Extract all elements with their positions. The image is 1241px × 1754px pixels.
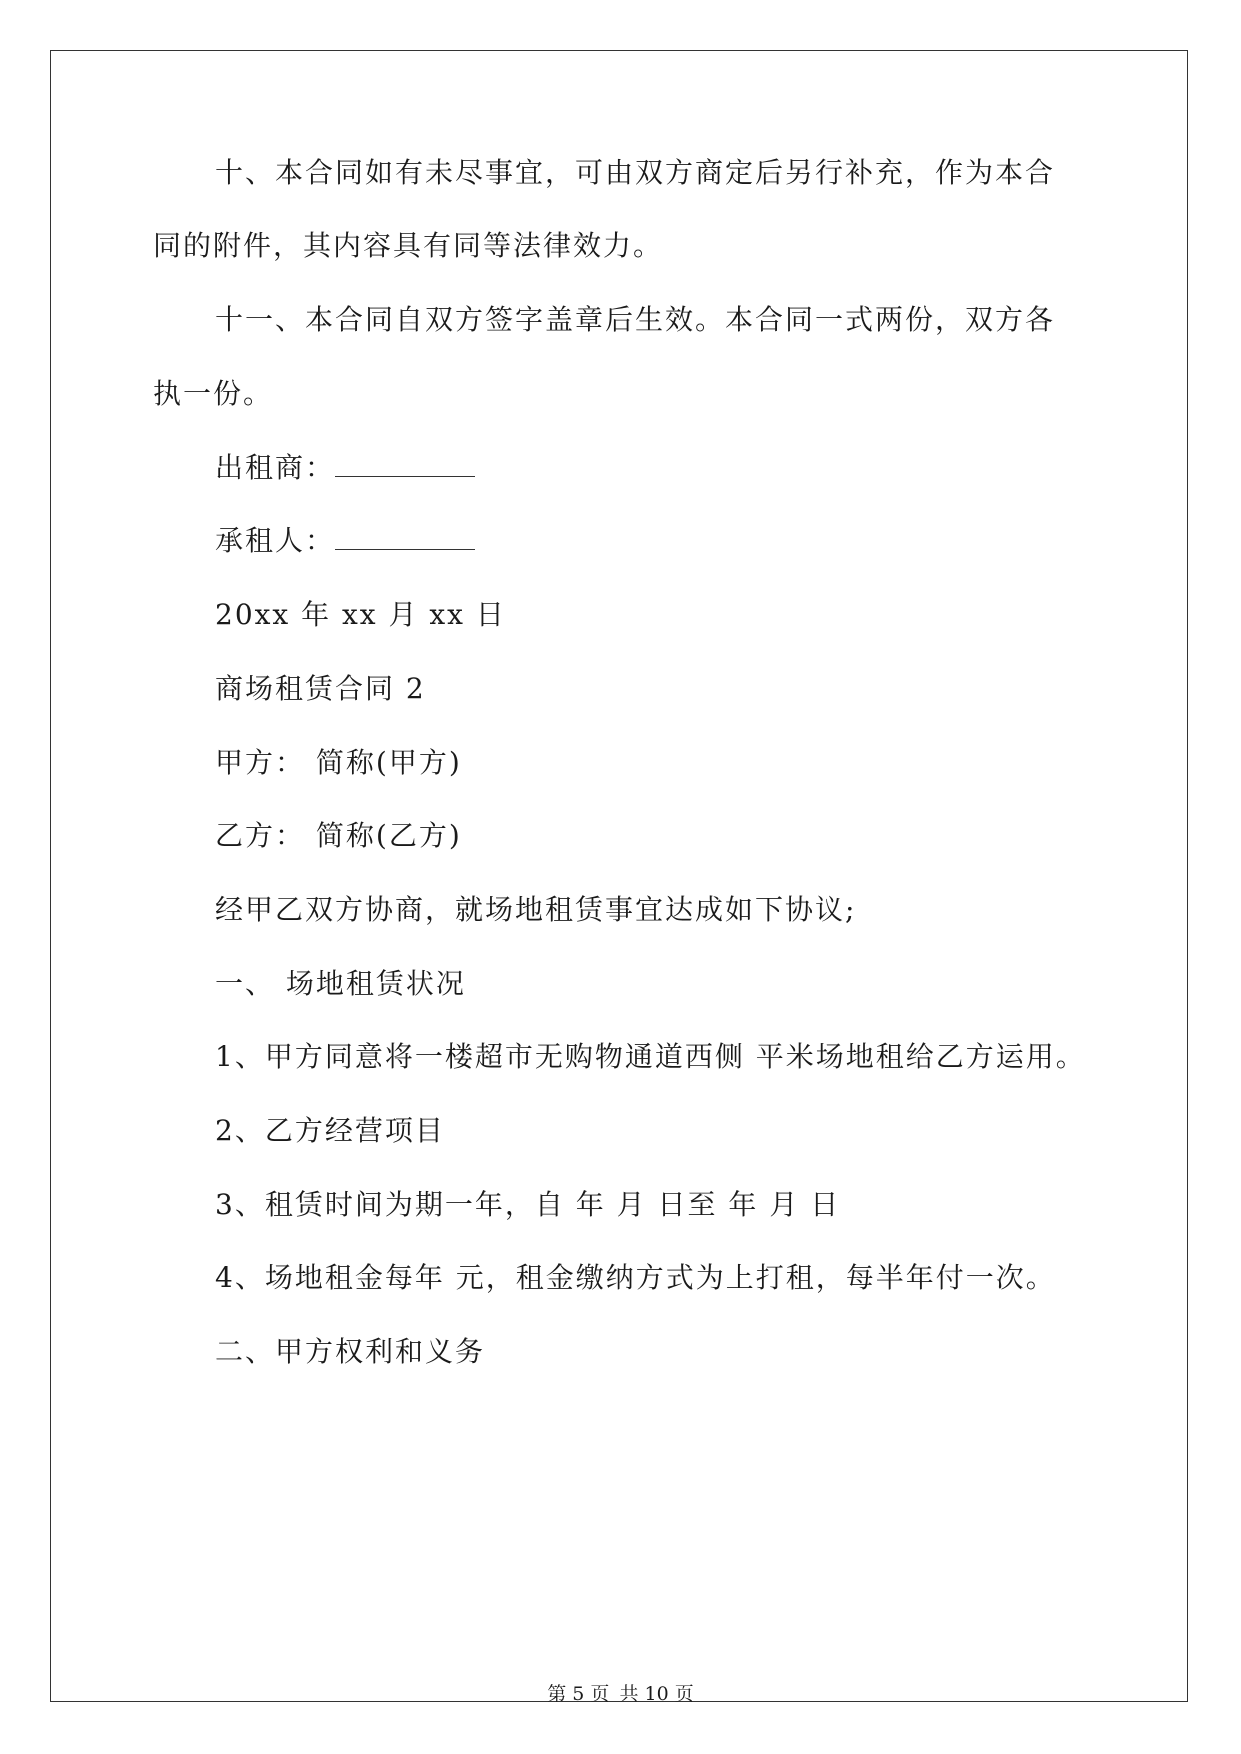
- page-total: 共 10 页: [619, 1683, 694, 1705]
- lessor-label: 出租商：: [215, 451, 336, 484]
- lessee-blank: [335, 525, 475, 550]
- party-b-line: 乙方： 简称(乙方): [215, 819, 462, 852]
- section-2-heading: 二、甲方权利和义务: [215, 1335, 486, 1368]
- paragraph-10-line-1: 十、本合同如有未尽事宜，可由双方商定后另行补充，作为本合: [215, 156, 1056, 189]
- date-line: 20xx 年 xx 月 xx 日: [215, 598, 506, 631]
- lessee-signature-line: [215, 523, 475, 559]
- clause-1-4: 4、场地租金每年 元，租金缴纳方式为上打租，每半年付一次。: [215, 1261, 1056, 1294]
- agreement-intro: 经甲乙双方协商，就场地租赁事宜达成如下协议;: [215, 893, 857, 926]
- paragraph-11-line-1: 十一、本合同自双方签字盖章后生效。本合同一式两份，双方各: [215, 303, 1056, 336]
- party-a-line: 甲方： 简称(甲方): [215, 746, 462, 779]
- clause-1-1: 1、甲方同意将一楼超市无购物通道西侧 平米场地租给乙方运用。: [215, 1040, 1086, 1073]
- clause-1-2: 2、乙方经营项目: [215, 1114, 445, 1147]
- paragraph-11-line-2: 执一份。: [153, 377, 274, 410]
- page-border: [50, 50, 1188, 1702]
- lessee-label: 承租人：: [215, 524, 336, 557]
- paragraph-10-line-2: 同的附件，其内容具有同等法律效力。: [153, 229, 664, 262]
- page-number: 第 5 页: [547, 1683, 610, 1705]
- page-footer: [0, 1682, 1241, 1706]
- lessor-blank: [335, 452, 475, 477]
- contract-title: 商场租赁合同 2: [215, 672, 426, 705]
- lessor-signature-line: [215, 450, 475, 486]
- clause-1-3: 3、租赁时间为期一年，自 年 月 日至 年 月 日: [215, 1188, 841, 1221]
- section-1-heading: 一、 场地租赁状况: [215, 967, 466, 1000]
